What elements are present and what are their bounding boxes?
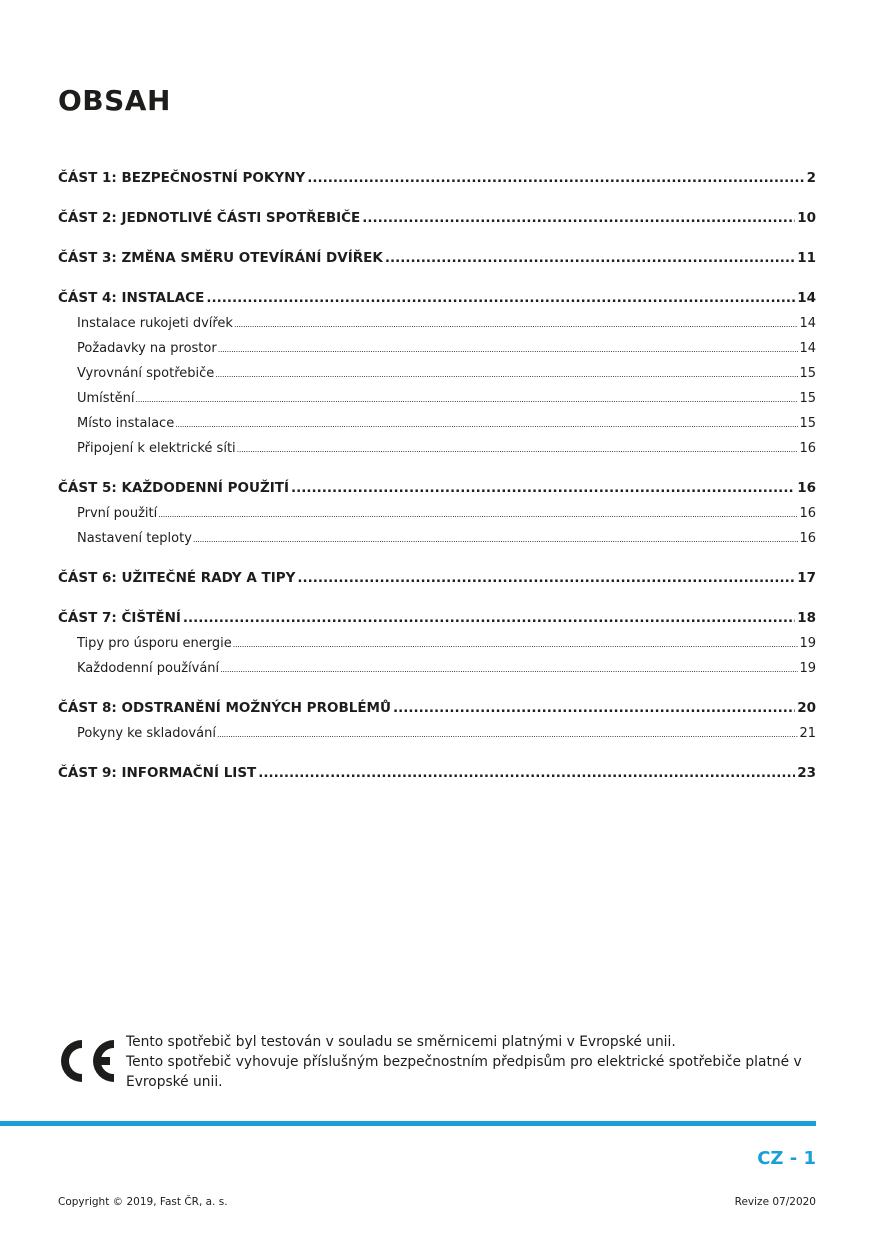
toc-subsection[interactable] <box>58 526 816 551</box>
dot-leader <box>385 246 795 271</box>
toc-chapter-label: ČÁST 7: ČIŠTĚNÍ <box>58 610 181 626</box>
toc-chapter-page: 23 <box>797 765 816 781</box>
toc-chapter[interactable] <box>58 206 816 231</box>
toc-subsection-label: Požadavky na prostor <box>77 341 217 356</box>
toc-section <box>58 476 816 551</box>
dot-leader <box>220 657 798 682</box>
toc-subsection[interactable] <box>58 436 816 461</box>
toc-subsection[interactable] <box>58 501 816 526</box>
dot-leader <box>234 312 798 337</box>
toc-subsection[interactable] <box>58 361 816 386</box>
toc-chapter[interactable] <box>58 761 816 786</box>
ce-mark-icon <box>58 1036 116 1086</box>
toc-subsection-page: 14 <box>799 316 816 331</box>
toc-subsection[interactable] <box>58 656 816 681</box>
dot-leader <box>158 502 798 527</box>
toc-chapter-page: 16 <box>797 480 816 496</box>
dot-leader <box>183 606 795 631</box>
ce-notice-line: Tento spotřebič vyhovuje příslušným bezpečnostním předpisům pro elektrické spotřebiče platné v <box>126 1054 802 1070</box>
toc-chapter-label: ČÁST 6: UŽITEČNÉ RADY A TIPY <box>58 570 296 586</box>
dot-leader <box>362 206 795 231</box>
toc-chapter[interactable] <box>58 246 816 271</box>
toc-chapter-page: 10 <box>797 210 816 226</box>
toc-section <box>58 246 816 271</box>
toc-chapter[interactable] <box>58 166 816 191</box>
toc-chapter-label: ČÁST 8: ODSTRANĚNÍ MOŽNÝCH PROBLÉMŮ <box>58 700 391 716</box>
dot-leader <box>218 337 799 362</box>
toc-subsection-label: Umístění <box>77 391 135 406</box>
toc-subsection-label: Tipy pro úsporu energie <box>77 636 232 651</box>
toc-subsection-label: První použití <box>77 506 158 521</box>
toc-chapter-page: 11 <box>797 250 816 266</box>
dot-leader <box>233 632 799 657</box>
ce-notice-text <box>126 1032 802 1092</box>
toc-subsection-page: 15 <box>799 366 816 381</box>
toc-chapter[interactable] <box>58 476 816 501</box>
toc-chapter[interactable] <box>58 286 816 311</box>
toc-subsection[interactable] <box>58 336 816 361</box>
toc-subsection-page: 16 <box>799 506 816 521</box>
dot-leader <box>215 362 798 387</box>
toc-subsection[interactable] <box>58 386 816 411</box>
toc-section <box>58 566 816 591</box>
toc-chapter-page: 2 <box>806 170 816 186</box>
toc-chapter-page: 20 <box>797 700 816 716</box>
toc-chapter-label: ČÁST 1: BEZPEČNOSTNÍ POKYNY <box>58 170 306 186</box>
toc-subsection-label: Připojení k elektrické síti <box>77 441 236 456</box>
dot-leader <box>206 286 795 311</box>
footer-divider <box>0 1121 816 1126</box>
toc-chapter-label: ČÁST 3: ZMĚNA SMĚRU OTEVÍRÁNÍ DVÍŘEK <box>58 250 383 266</box>
copyright-text: Copyright © 2019, Fast ČR, a. s. <box>58 1196 228 1208</box>
toc-section <box>58 606 816 681</box>
toc-chapter-label: ČÁST 5: KAŽDODENNÍ POUŽITÍ <box>58 480 289 496</box>
ce-notice <box>58 1032 818 1092</box>
toc-subsection-page: 19 <box>799 661 816 676</box>
toc-subsection-page: 14 <box>799 341 816 356</box>
toc-subsection-page: 15 <box>799 391 816 406</box>
toc-subsection-label: Každodenní používání <box>77 661 220 676</box>
table-of-contents <box>58 166 816 801</box>
ce-notice-line: Tento spotřebič byl testován v souladu se směrnicemi platnými v Evropské unii. <box>126 1034 676 1050</box>
toc-subsection[interactable] <box>58 631 816 656</box>
toc-section <box>58 696 816 746</box>
toc-chapter[interactable] <box>58 696 816 721</box>
toc-subsection-label: Instalace rukojeti dvířek <box>77 316 233 331</box>
toc-subsection-label: Nastavení teploty <box>77 531 192 546</box>
dot-leader <box>393 696 795 721</box>
toc-subsection-page: 16 <box>799 531 816 546</box>
toc-subsection-label: Místo instalace <box>77 416 175 431</box>
toc-chapter[interactable] <box>58 606 816 631</box>
dot-leader <box>307 166 804 191</box>
toc-subsection-page: 16 <box>799 441 816 456</box>
dot-leader <box>291 476 795 501</box>
toc-chapter-label: ČÁST 2: JEDNOTLIVÉ ČÁSTI SPOTŘEBIČE <box>58 210 361 226</box>
toc-subsection-page: 19 <box>799 636 816 651</box>
toc-section <box>58 166 816 191</box>
dot-leader <box>136 387 799 412</box>
toc-subsection-page: 15 <box>799 416 816 431</box>
dot-leader <box>237 437 799 462</box>
toc-subsection-label: Pokyny ke skladování <box>77 726 216 741</box>
toc-chapter-page: 17 <box>797 570 816 586</box>
toc-section <box>58 206 816 231</box>
toc-subsection-page: 21 <box>799 726 816 741</box>
dot-leader <box>258 761 795 786</box>
toc-chapter-label: ČÁST 9: INFORMAČNÍ LIST <box>58 765 257 781</box>
ce-notice-line: Evropské unii. <box>126 1074 223 1090</box>
revision-text: Revize 07/2020 <box>734 1196 816 1208</box>
dot-leader <box>217 722 799 747</box>
dot-leader <box>175 412 798 437</box>
dot-leader <box>297 566 795 591</box>
toc-subsection[interactable] <box>58 411 816 436</box>
toc-subsection[interactable] <box>58 721 816 746</box>
page-title: OBSAH <box>58 84 171 117</box>
toc-subsection-label: Vyrovnání spotřebiče <box>77 366 215 381</box>
toc-section <box>58 761 816 786</box>
dot-leader <box>193 527 799 552</box>
toc-chapter-page: 14 <box>797 290 816 306</box>
toc-section <box>58 286 816 461</box>
toc-subsection[interactable] <box>58 311 816 336</box>
toc-chapter-label: ČÁST 4: INSTALACE <box>58 290 205 306</box>
page-number: CZ - 1 <box>757 1148 816 1169</box>
toc-chapter-page: 18 <box>797 610 816 626</box>
toc-chapter[interactable] <box>58 566 816 591</box>
